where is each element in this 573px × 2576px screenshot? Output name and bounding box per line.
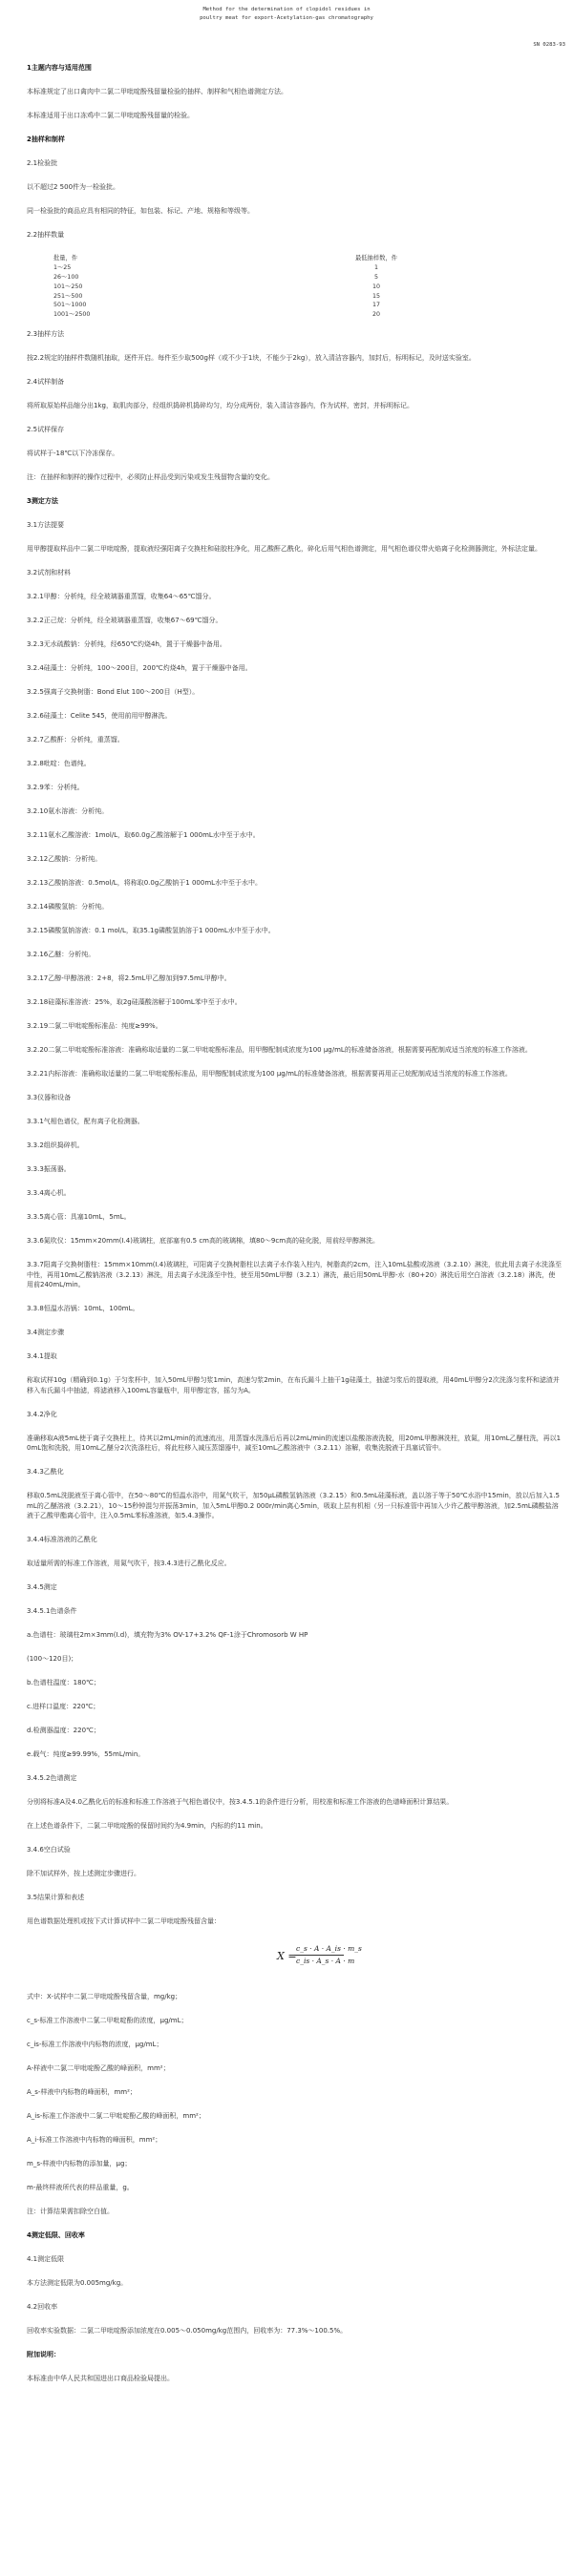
subsection-heading: 2.3抽样方法 bbox=[27, 330, 65, 339]
section-heading: 3测定方法 bbox=[27, 497, 58, 506]
table-row bbox=[27, 301, 562, 310]
subsection-heading: 3.4测定步骤 bbox=[27, 1329, 65, 1337]
instrument-item: 3.3.8恒温水浴锅：10mL，100mL。 bbox=[27, 1305, 139, 1313]
table-cell: 10 bbox=[371, 283, 380, 290]
reagent-item: 3.2.8吡啶：色谱纯。 bbox=[27, 760, 91, 768]
table-cell: 17 bbox=[371, 302, 380, 309]
reagent-item: 3.2.21内标溶液：准确称取适量的二氯二甲吡啶酚标准品，用甲醇配制成浓度为100 μg/mL的标准储备溶液，根据需要再用正己烷配制成适当浓度的标准工作溶液。 bbox=[27, 1070, 512, 1079]
reagent-item: 3.2.2正己烷：分析纯，经全玻璃器重蒸馏，收集67～69℃馏分。 bbox=[27, 617, 223, 625]
paragraph: 取适量所需的标准工作溶液，用氮气吹干，按3.4.3进行乙酰化反应。 bbox=[27, 1560, 231, 1568]
title-line-1: Method for the determination of clopidol residues in bbox=[202, 7, 371, 12]
reagent-item: 3.2.4硅藻土：分析纯，100～200目，200℃灼烧4h，置于干燥器中备用。 bbox=[27, 664, 252, 673]
chromatography-condition: d.检测器温度：220℃； bbox=[27, 1727, 100, 1735]
reagent-item: 3.2.20二氯二甲吡啶酚标准溶液：准确称取适量的二氯二甲吡啶酚标准品，用甲醇配制成浓度为100 μg/mL的标准储备溶液，根据需要再配制成适当浓度的标准工作溶液。 bbox=[27, 1046, 532, 1055]
reagent-item: 3.2.12乙酸钠：分析纯。 bbox=[27, 855, 102, 864]
table-header-cell: 最低抽样数，件 bbox=[354, 255, 398, 262]
subsection-heading: 4.2回收率 bbox=[27, 2303, 58, 2312]
formula-definition: m-最终样液所代表的样品重量，g。 bbox=[27, 2184, 134, 2192]
paragraph: 同一检验批的商品应具有相同的特征，如包装、标记、产地、规格和等级等。 bbox=[27, 207, 254, 215]
instrument-item: 3.3.2组织捣碎机。 bbox=[27, 1141, 84, 1150]
chromatography-condition: c.进样口温度：220℃； bbox=[27, 1703, 100, 1711]
reagent-item: 3.2.16乙醚：分析纯。 bbox=[27, 951, 96, 959]
subsection-heading: 2.5试样保存 bbox=[27, 426, 65, 434]
paragraph: 称取试样10g（精确到0.1g）于匀浆杯中，加入50mL甲醇匀浆1min，高速匀浆2min，在布氏漏斗上抽干1g硅藻土，抽滤匀浆后的提取液，用40mL甲醇分2次洗涤匀浆杯和滤渣并移入布氏漏斗中抽滤，将滤液移入100mL容量瓶中，用甲醇定容，摇匀为A。 bbox=[27, 1376, 560, 1394]
instrument-item: 3.3.6氮吹仪：15mm×20mm(I.4)玻璃柱，底部塞有0.5 cm高的玻璃棉，填80～9cm高的硅化脱，用前经甲醇淋洗。 bbox=[27, 1237, 380, 1246]
subsection-heading: 3.4.3乙酰化 bbox=[27, 1468, 64, 1476]
reagent-item: 3.2.9苯：分析纯。 bbox=[27, 784, 84, 792]
reagent-item: 3.2.6硅藻土：Celite 545，使用前用甲醇淋洗。 bbox=[27, 712, 172, 721]
paragraph: 以不超过2 500件为一检验批。 bbox=[27, 183, 120, 191]
instrument-item: 3.3.7阳离子交换树脂柱：15mm×10mm(I.4)玻璃柱，可阳离子交换树脂柱以去离子水作装入柱内，树脂高约2cm，注入10mL盐酸或溶液（3.2.10）淋洗，依此用去离子水洗涤至中性，再用10mL乙酸钠溶液（3.2.13）淋洗，用去离子水洗涤至中性，使至用50mL甲醇（3.2.1）淋洗，最后用50mL甲醇-水（80+20）淋洗后用空白溶液（3.2.18）淋洗，使用前240mL/min。 bbox=[27, 1261, 562, 1289]
table-cell: 1～25 bbox=[53, 263, 72, 271]
table-row bbox=[27, 292, 562, 302]
table-row bbox=[27, 273, 562, 283]
table-cell: 5 bbox=[373, 273, 378, 281]
reagent-item: 3.2.15磷酸氢钠溶液：0.1 mol/L，取35.1g磷酸氢钠溶于1 000mL水中至于水中。 bbox=[27, 927, 275, 935]
formula-definition: m_s-样液中内标物的添加量，μg； bbox=[27, 2160, 132, 2168]
reagent-item: 3.2.14磷酸氢钠：分析纯。 bbox=[27, 903, 109, 911]
subsection-heading: 3.1方法提要 bbox=[27, 521, 65, 530]
formula-definition: 式中：X-试样中二氯二甲吡啶酚残留含量，mg/kg； bbox=[27, 1993, 182, 2001]
chromatography-condition: b.色谱柱温度：180℃； bbox=[27, 1679, 100, 1687]
paragraph: 在上述色谱条件下，二氯二甲吡啶酚的保留时间约为4.9min，内标的约11 min。 bbox=[27, 1822, 267, 1831]
reagent-item: 3.2.5强离子交换树脂：Bond Elut 100～200目（H型）。 bbox=[27, 688, 200, 697]
table-header bbox=[27, 254, 562, 263]
table-cell: 1001～2500 bbox=[53, 311, 91, 319]
calculation-formula bbox=[27, 1940, 562, 1979]
section-heading: 1主题内容与适用范围 bbox=[27, 64, 92, 72]
subsection-heading: 3.4.5测定 bbox=[27, 1583, 57, 1592]
paragraph: 回收率实验数据：二氯二甲吡啶酚添加浓度在0.005～0.050mg/kg范围内，回收率为：77.3%～100.5%。 bbox=[27, 2327, 348, 2335]
table-row bbox=[27, 283, 562, 292]
table-row bbox=[27, 310, 562, 320]
paragraph: 将所取原始样品缩分出1kg，取肌肉部分，经组织捣碎机捣碎均匀，均分成两份，装入清洁容器内，作为试样，密封，并标明标记。 bbox=[27, 402, 414, 410]
table-row bbox=[27, 263, 562, 273]
document-title bbox=[0, 6, 573, 23]
chromatography-condition: (100～120目)； bbox=[27, 1655, 78, 1664]
paragraph: 用甲醇提取样品中二氯二甲吡啶酚，提取液经强阳离子交换柱和硅胶柱净化，用乙酸酐乙酰化，碎化后用气相色谱测定，用气相色谱仪带火焰离子化检测器测定，外标法定量。 bbox=[27, 545, 541, 554]
subsection-heading: 3.4.6空白试验 bbox=[27, 1846, 71, 1854]
section-heading: 2抽样和制样 bbox=[27, 136, 65, 143]
table-cell: 15 bbox=[371, 292, 380, 300]
subsection-heading: 3.4.2净化 bbox=[27, 1410, 57, 1418]
paragraph: 准确移取A液5mL使于离子交换柱上，待其以2mL/min的流速流出，用蒸馏水洗涤后后再以2mL/min的流速以盐酸溶液洗脱，用20mL甲醇淋洗柱，放氮，用10mL乙醚柱洗，再以10mL饱和洗脱，用10mL乙醚分2次洗涤柱后，将此柱移入减压蒸馏器中，减至10mL乙酸溶液中（3.2.11）溶解，收集洗脱液于具塞试管中。 bbox=[27, 1434, 562, 1453]
table-cell: 1 bbox=[373, 263, 378, 271]
formula-definition: A_i-标准工作溶液中内标物的峰面积，mm²； bbox=[27, 2136, 162, 2145]
reagent-item: 3.2.3无水硫酸钠：分析纯，经650℃灼烧4h，置于干燥器中备用。 bbox=[27, 640, 226, 649]
chromatography-condition: a.色谱柱：玻璃柱2m×3mm(I.d)，填充物为3% OV-17+3.2% QF-1涂于Chromosorb W HP bbox=[27, 1631, 308, 1640]
standard-number: SN 0283-93 bbox=[533, 42, 565, 48]
subsection-heading: 3.4.5.2色谱测定 bbox=[27, 1774, 77, 1783]
sampling-table bbox=[27, 254, 562, 320]
formula-definition: A_s-样液中内标物的峰面积，mm²； bbox=[27, 2088, 137, 2097]
table-cell: 501～1000 bbox=[53, 302, 87, 309]
document-body bbox=[27, 63, 562, 2398]
paragraph: 用色谱数据处理机或按下式计算试样中二氯二甲吡啶酚残留含量： bbox=[27, 1917, 221, 1926]
paragraph: 将试样于-18℃以下冷冻保存。 bbox=[27, 450, 119, 458]
subsection-heading: 2.2抽样数量 bbox=[27, 231, 65, 239]
formula-denominator: c_is · A_s · A · m bbox=[296, 1957, 355, 1966]
subsection-heading: 2.4试样制备 bbox=[27, 378, 65, 387]
reagent-item: 3.2.18硅藻标准溶液：25%，取2g硅藻酸溶解于100mL苯中至于水中。 bbox=[27, 998, 242, 1007]
table-header-cell: 批量，件 bbox=[53, 255, 78, 262]
paragraph: 按2.2规定的抽样件数随机抽取，逐件开启。每件至少取500g样（或不少于1块，不能少于2kg），放入清洁容器内，加封后，标明标记，及时送实验室。 bbox=[27, 354, 476, 363]
reagent-item: 3.2.17乙醇-甲醇溶液：2+8，将2.5mL甲乙醇加到97.5mL甲醇中。 bbox=[27, 974, 231, 983]
subsection-heading: 3.5结果计算和表述 bbox=[27, 1894, 85, 1902]
subsection-heading: 3.2试剂和材料 bbox=[27, 569, 72, 577]
appendix-heading: 附加说明： bbox=[27, 2351, 60, 2359]
section-heading: 4测定低限、回收率 bbox=[27, 2231, 85, 2240]
paragraph: 本标准规定了出口禽肉中二氯二甲吡啶酚残留量检验的抽样、制样和气相色谱测定方法。 bbox=[27, 88, 287, 95]
formula-definition: A-样液中二氯二甲吡啶酚乙酸的峰面积，mm²； bbox=[27, 2064, 170, 2073]
paragraph: 本方法测定低限为0.005mg/kg。 bbox=[27, 2279, 128, 2288]
note: 注：计算结果需扣除空白值。 bbox=[27, 2208, 114, 2216]
instrument-item: 3.3.5离心管：具塞10mL，5mL。 bbox=[27, 1213, 131, 1222]
reagent-item: 3.2.19二氯二甲吡啶酚标准品：纯度≥99%。 bbox=[27, 1022, 162, 1031]
paragraph: 本标准适用于出口冻鸡中二氯二甲吡啶酚残留量的检验。 bbox=[27, 112, 194, 119]
instrument-item: 3.3.1气相色谱仪，配有离子化检测器。 bbox=[27, 1118, 144, 1126]
formula-numerator: c_s · A · A_is · m_s bbox=[296, 1944, 362, 1954]
reagent-item: 3.2.7乙酸酐：分析纯，重蒸馏。 bbox=[27, 736, 124, 744]
reagent-item: 3.2.13乙酸钠溶液：0.5mol/L，将称取0.0g乙酸钠于1 000mL水中至于水中。 bbox=[27, 879, 263, 888]
paragraph: 移取0.5mL洗脱液至于离心管中，在50～80℃的恒温水浴中，用氮气吹干，加50μL磷酸氢钠溶液（3.2.15）和0.5mL硅藻标液，盖以溶于等于50℃水浴中15min，放以后加入1.5mL的乙醚溶液（3.2.21），10～15秒钟混匀并振荡3min，加入5mL甲醇0.2 000r/min离心5min，吸取上层有机相（另一只标准管中再加入少许乙酸甲醇溶液，加2.5mL磷酸盐溶液于乙酸甲酯离心管中，注入0.5mL苯标准溶液，如5.4.3操作。 bbox=[27, 1492, 560, 1520]
subsection-heading: 3.4.1提取 bbox=[27, 1352, 57, 1361]
formula-definition: A_is-标准工作溶液中二氯二甲吡啶酚乙酸的峰面积，mm²； bbox=[27, 2112, 205, 2121]
reagent-item: 3.2.1甲醇：分析纯，经全玻璃器重蒸馏，收集64～65℃馏分。 bbox=[27, 593, 216, 601]
table-cell: 251～500 bbox=[53, 292, 83, 300]
subsection-heading: 3.3仪器和设备 bbox=[27, 1094, 72, 1102]
formula-definition: c_is-标准工作溶液中内标物的浓度，μg/mL； bbox=[27, 2041, 163, 2049]
chromatography-condition: e.载气：纯度≥99.99%，55mL/min。 bbox=[27, 1750, 145, 1759]
table-cell: 20 bbox=[371, 311, 380, 319]
subsection-heading: 3.4.5.1色谱条件 bbox=[27, 1607, 77, 1616]
paragraph: 分别将标准A及4.0乙酰化后的标准和标准工作溶液于气相色谱仪中，按3.4.5.1的条件进行分析，用校准和标准工作溶液的色谱峰面积计算结果。 bbox=[27, 1798, 454, 1807]
paragraph: 除不加试样外，按上述测定步骤进行。 bbox=[27, 1870, 140, 1878]
subsection-heading: 2.1检验批 bbox=[27, 159, 58, 167]
fraction-bar bbox=[294, 1955, 344, 1956]
reagent-item: 3.2.10氨水溶液：分析纯。 bbox=[27, 807, 109, 816]
paragraph: 本标准由中华人民共和国进出口商品检验局提出。 bbox=[27, 2375, 174, 2383]
table-cell: 101～250 bbox=[53, 283, 83, 290]
table-cell: 26～100 bbox=[53, 273, 79, 281]
formula-lhs: X = bbox=[277, 1950, 297, 1963]
formula-definition: c_s-标准工作溶液中二氯二甲吡啶酚的浓度，μg/mL； bbox=[27, 2017, 188, 2025]
instrument-item: 3.3.4离心机。 bbox=[27, 1189, 71, 1198]
note: 注：在抽样和制样的操作过程中，必须防止样品受到污染或发生残留物含量的变化。 bbox=[27, 473, 274, 482]
subsection-heading: 3.4.4标准溶液的乙酰化 bbox=[27, 1536, 97, 1544]
title-line-2: poultry meat for export-Acetylation-gas chromatography bbox=[200, 15, 373, 21]
instrument-item: 3.3.3振荡器。 bbox=[27, 1165, 71, 1174]
reagent-item: 3.2.11氨水乙酸溶液：1mol/L，取60.0g乙酸溶解于1 000mL水中至于水中。 bbox=[27, 831, 260, 840]
subsection-heading: 4.1测定低限 bbox=[27, 2255, 65, 2264]
